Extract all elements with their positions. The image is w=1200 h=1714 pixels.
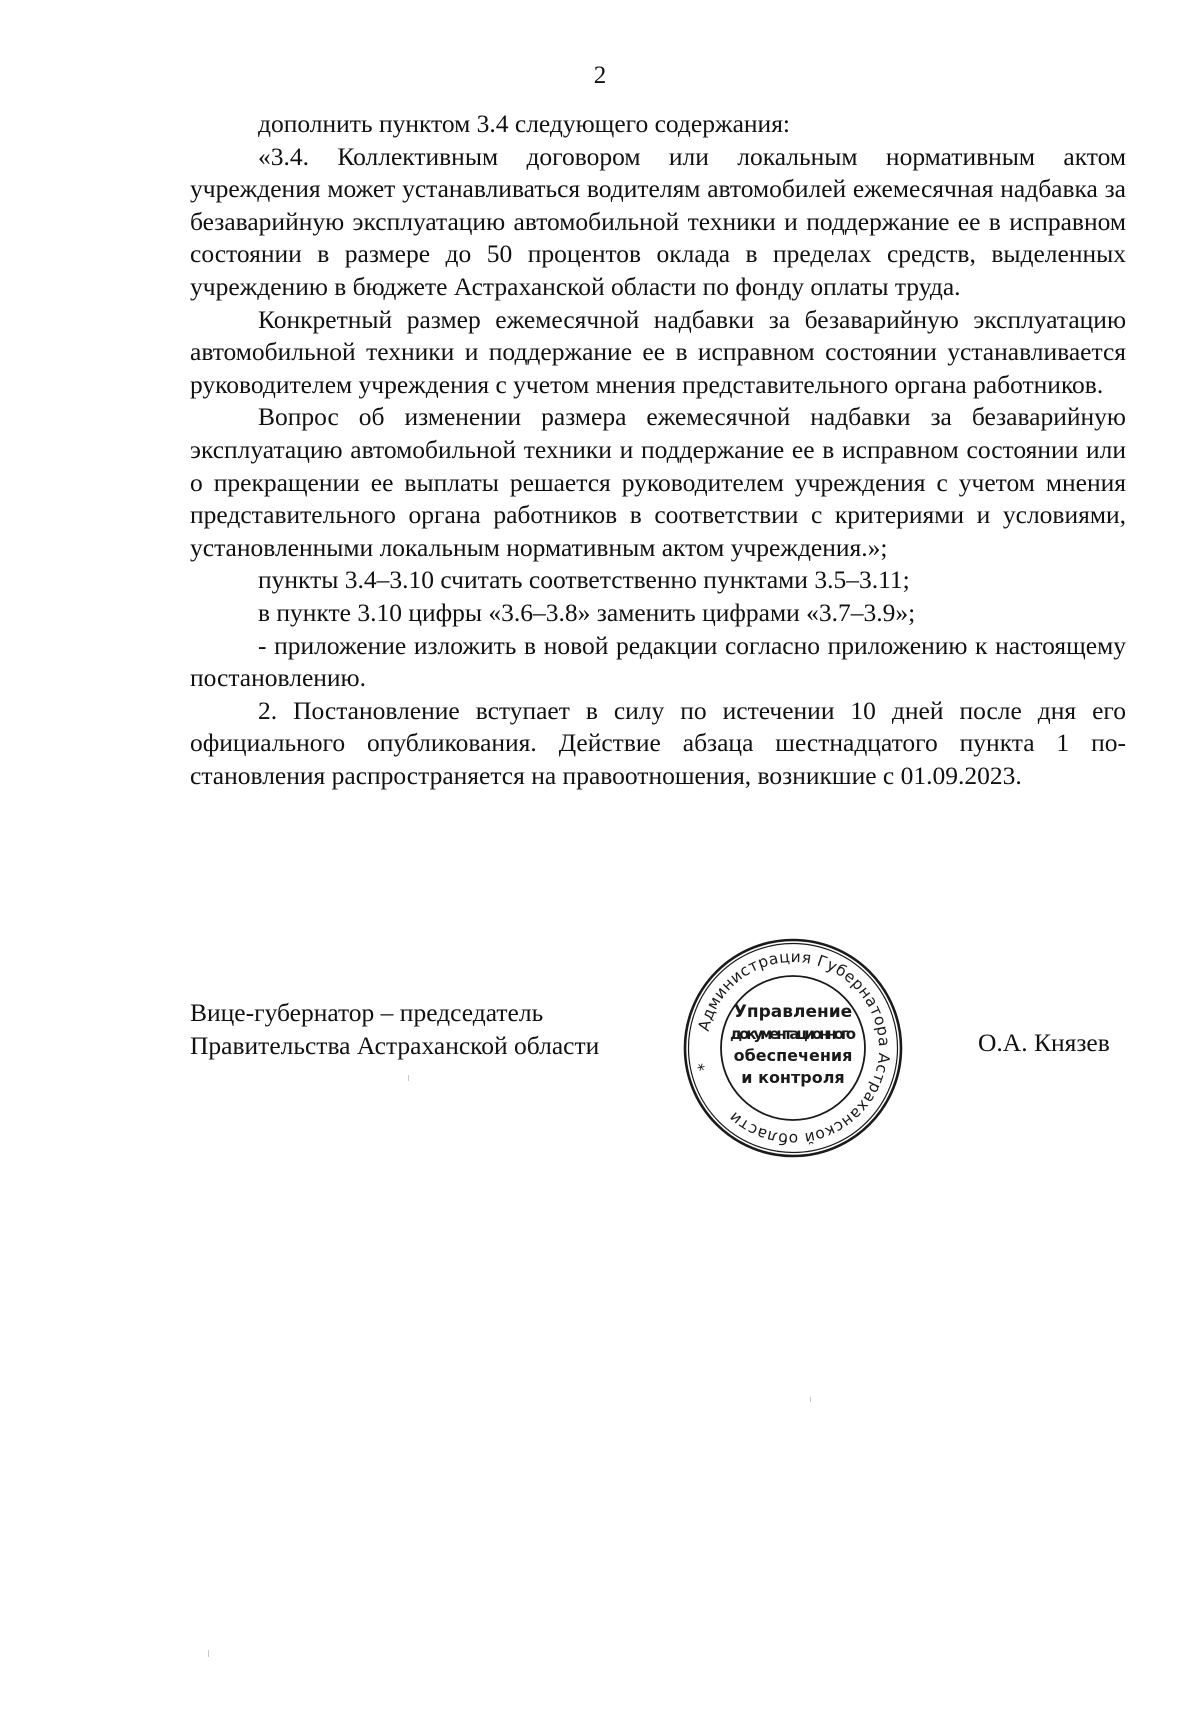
scan-mark: [810, 1397, 811, 1402]
document-body: [190, 108, 1126, 792]
signature-position-line-1: Вице-губернатор – председатель: [190, 998, 544, 1027]
scan-mark: [208, 1650, 209, 1657]
paragraph: дополнить пунктом 3.4 следующего содержания:: [258, 109, 791, 138]
svg-text:*: [694, 1060, 713, 1072]
scan-mark: [408, 1075, 409, 1081]
signature-position: [190, 996, 599, 1062]
paragraph: - приложение изложить в новой редакции согласно приложению к настоящему постановлению.: [190, 630, 1126, 693]
paragraph: Вопрос об изменении размера ежемесячной надбавки за безаварийную эксплуатацию автомобильной техники и поддержание ее в исправном состоянии или о прекращении ее выплаты решается руководителем учреждения с учетом мнения представительного органа работников в соответствии с критериями и условиями, установленными локальным нормативным актом учреждения.»;: [190, 402, 1126, 562]
stamp-center-line: документационного: [730, 1025, 856, 1043]
paragraph: 2. Постановление вступает в силу по истечении 10 дней после дня его официального опубликования. Действие абзаца шестнадцатого пункта 1 постановления распространяется на правоотношения, возникшие с 01.09.2023.: [190, 695, 1126, 790]
signer-name: О.А. Князев: [978, 1028, 1110, 1057]
page-number: 2: [593, 62, 607, 89]
official-stamp: [682, 937, 904, 1159]
stamp-center-line: Управление: [733, 1002, 853, 1022]
paragraph: «3.4. Коллективным договором или локальным нормативным актом учреждения может устанавливаться водителям автомобилей ежемесячная надбавка за безаварийную эксплуатацию автомобильной техники и поддержание ее в исправном состоянии в размере до 50 процентов оклада в пределах средств, выделенных учреждению в бюджете Астраханской области по фонду оплаты труда.: [190, 141, 1126, 301]
signature-position-line-2: Правительства Астраханской области: [190, 1031, 600, 1060]
stamp-star-glyph: *: [694, 1060, 714, 1073]
stamp-center-text: [730, 1002, 856, 1087]
paragraph: в пункте 3.10 цифры «3.6–3.8» заменить цифрами «3.7–3.9»;: [258, 597, 916, 627]
stamp-center-line: обеспечения: [733, 1046, 853, 1065]
paragraph: Конкретный размер ежемесячной надбавки за безаварийную эксплуатацию автомобильной техники и поддержание ее в исправном состоянии устанавливается руководителем учреждения с учетом мнения представительного органа работников.: [190, 304, 1126, 399]
stamp-center-line: и контроля: [741, 1068, 845, 1087]
stamp-ring-text: Администрация Губернатора Астраханской области: [694, 947, 894, 1149]
paragraph: пункты 3.4–3.10 считать соответственно пунктами 3.5–3.11;: [258, 565, 910, 595]
